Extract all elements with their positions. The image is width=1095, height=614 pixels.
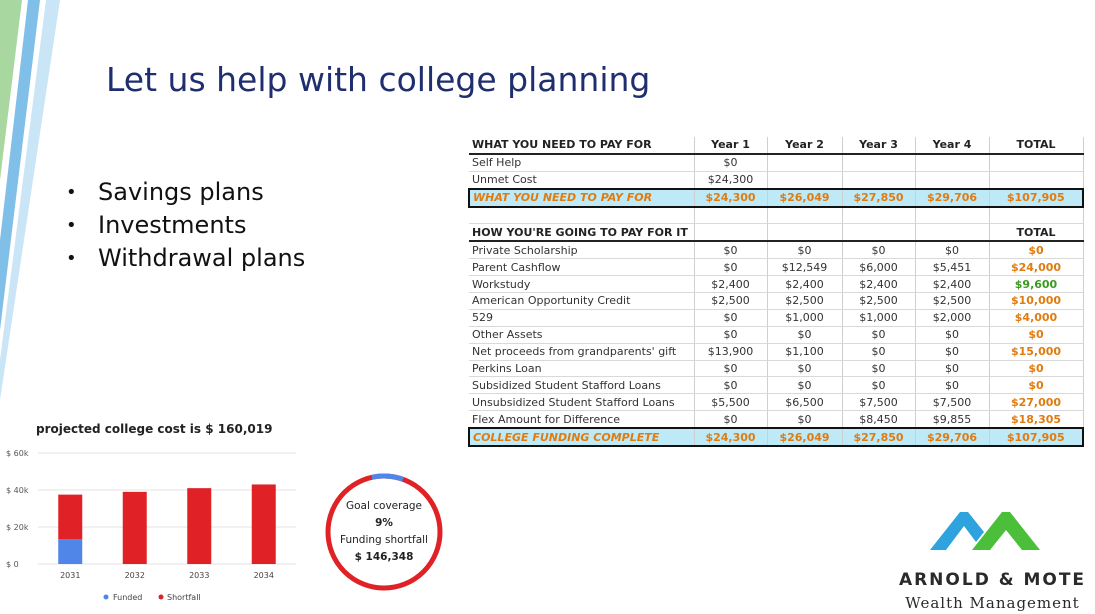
x-tick-label: 2033 (189, 571, 210, 580)
table-row (469, 394, 1083, 411)
bar-shortfall (187, 488, 211, 564)
y-tick-label: $ 20k (6, 523, 29, 532)
year-cell: $1,000 (842, 309, 915, 326)
total-cell: $27,000 (989, 394, 1083, 411)
spacer-cell (767, 207, 842, 224)
year-cell: $0 (915, 360, 989, 377)
arnold-mote-logo-icon (930, 508, 1050, 552)
year-cell: $0 (842, 343, 915, 360)
bullet-item (66, 176, 305, 209)
bullet-dot: • (66, 215, 77, 236)
brand-tagline: Wealth Management (905, 594, 1080, 612)
bar-shortfall (252, 484, 276, 564)
year-cell (915, 154, 989, 171)
table-row (469, 343, 1083, 360)
year-cell: $0 (767, 411, 842, 428)
total-cell: $18,305 (989, 411, 1083, 428)
total-cell: $15,000 (989, 343, 1083, 360)
bullet-text: Savings plans (98, 178, 264, 206)
table-row (469, 360, 1083, 377)
table-row (469, 171, 1083, 188)
spacer-cell (842, 207, 915, 224)
y-tick-label: $ 40k (6, 486, 29, 495)
year-cell: $6,000 (842, 259, 915, 276)
table-row (469, 276, 1083, 293)
year-cell: $6,500 (767, 394, 842, 411)
year-cell: $1,100 (767, 343, 842, 360)
legend-label-funded: Funded (113, 593, 143, 602)
year-cell: $24,300 (694, 171, 767, 188)
bullet-text: Investments (98, 211, 247, 239)
table-row (469, 154, 1083, 171)
row-label: HOW YOU'RE GOING TO PAY FOR IT (469, 224, 694, 241)
total-cell: $0 (989, 377, 1083, 394)
row-label: Subsidized Student Stafford Loans (469, 377, 694, 394)
year-cell: $2,500 (915, 293, 989, 310)
row-label: Other Assets (469, 326, 694, 343)
year-cell (767, 171, 842, 188)
brand-name: ARNOLD & MOTE (898, 570, 1087, 590)
year-cell: $2,400 (915, 276, 989, 293)
year-cell: $26,049 (767, 428, 842, 446)
college-funding-table (468, 137, 1084, 447)
total-cell: $9,600 (989, 276, 1083, 293)
total-cell: $107,905 (989, 428, 1083, 446)
year-cell: $29,706 (915, 428, 989, 446)
total-cell: $4,000 (989, 309, 1083, 326)
year-cell (915, 171, 989, 188)
year-cell: $2,400 (842, 276, 915, 293)
year-cell: $7,500 (915, 394, 989, 411)
year-cell: $0 (842, 377, 915, 394)
row-label: 529 (469, 309, 694, 326)
year-cell: $0 (842, 360, 915, 377)
spacer-cell (694, 207, 767, 224)
year-cell: $0 (915, 326, 989, 343)
total-cell: $0 (989, 360, 1083, 377)
year-cell: $0 (694, 241, 767, 258)
row-label: Unmet Cost (469, 171, 694, 188)
year-cell: $12,549 (767, 259, 842, 276)
year-cell: $0 (694, 377, 767, 394)
table-row (469, 241, 1083, 258)
spacer-cell (989, 207, 1083, 224)
legend-dot-shortfall (159, 595, 164, 600)
year-cell: $0 (915, 377, 989, 394)
table-header-row (469, 137, 1083, 154)
table-row (469, 309, 1083, 326)
year-cell: $2,400 (767, 276, 842, 293)
year-cell: Year 3 (842, 137, 915, 154)
year-cell (767, 224, 842, 241)
bullet-text: Withdrawal plans (98, 244, 306, 272)
bullet-item (66, 209, 305, 242)
bullet-list (66, 176, 305, 275)
row-label: COLLEGE FUNDING COMPLETE (469, 428, 694, 446)
table-spacer-row (469, 207, 1083, 224)
bullet-dot: • (66, 248, 77, 269)
year-cell: $0 (694, 309, 767, 326)
table-summary-row (469, 428, 1083, 446)
year-cell: $0 (694, 411, 767, 428)
row-label: WHAT YOU NEED TO PAY FOR (469, 137, 694, 154)
year-cell: $0 (694, 154, 767, 171)
total-cell: $24,000 (989, 259, 1083, 276)
legend-label-shortfall: Shortfall (167, 593, 201, 602)
year-cell (842, 224, 915, 241)
year-cell: $2,000 (915, 309, 989, 326)
year-cell: $5,451 (915, 259, 989, 276)
year-cell: $5,500 (694, 394, 767, 411)
year-cell: $13,900 (694, 343, 767, 360)
year-cell: Year 2 (767, 137, 842, 154)
total-cell: $107,905 (989, 189, 1083, 207)
bullet-item (66, 242, 305, 275)
table-row (469, 326, 1083, 343)
year-cell: $2,500 (694, 293, 767, 310)
year-cell (842, 171, 915, 188)
donut-line-percent: 9% (375, 517, 393, 529)
year-cell: $2,400 (694, 276, 767, 293)
x-tick-label: 2031 (60, 571, 81, 580)
row-label: Private Scholarship (469, 241, 694, 258)
year-cell: $0 (915, 343, 989, 360)
row-label: American Opportunity Credit (469, 293, 694, 310)
y-tick-label: $ 60k (6, 449, 29, 458)
year-cell: $0 (767, 241, 842, 258)
year-cell: $0 (694, 326, 767, 343)
total-cell: $0 (989, 326, 1083, 343)
year-cell: $9,855 (915, 411, 989, 428)
donut-line-shortfall: Funding shortfall (340, 534, 428, 546)
year-cell: Year 1 (694, 137, 767, 154)
total-cell (989, 154, 1083, 171)
year-cell: $0 (767, 360, 842, 377)
year-cell: $0 (842, 241, 915, 258)
spacer-cell (915, 207, 989, 224)
total-cell: TOTAL (989, 224, 1083, 241)
row-label: Perkins Loan (469, 360, 694, 377)
x-tick-label: 2032 (124, 571, 145, 580)
year-cell: $0 (915, 241, 989, 258)
slide-title: Let us help with college planning (106, 60, 651, 99)
year-cell (915, 224, 989, 241)
x-tick-label: 2034 (253, 571, 274, 580)
row-label: Unsubsidized Student Stafford Loans (469, 394, 694, 411)
year-cell: $2,500 (767, 293, 842, 310)
table-row (469, 377, 1083, 394)
total-cell: $10,000 (989, 293, 1083, 310)
bar-shortfall (58, 495, 82, 539)
donut-line-amount: $ 146,348 (354, 551, 414, 563)
total-cell: TOTAL (989, 137, 1083, 154)
year-cell: $29,706 (915, 189, 989, 207)
year-cell: $27,850 (842, 428, 915, 446)
table-summary-row (469, 189, 1083, 207)
year-cell: $0 (694, 360, 767, 377)
year-cell: $2,500 (842, 293, 915, 310)
total-cell (989, 171, 1083, 188)
year-cell: $1,000 (767, 309, 842, 326)
spacer-cell (469, 207, 694, 224)
row-label: Self Help (469, 154, 694, 171)
year-cell: $7,500 (842, 394, 915, 411)
table-row (469, 411, 1083, 428)
bar-funded (58, 539, 82, 564)
row-label: Workstudy (469, 276, 694, 293)
row-label: WHAT YOU NEED TO PAY FOR (469, 189, 694, 207)
row-label: Flex Amount for Difference (469, 411, 694, 428)
y-tick-label: $ 0 (6, 560, 19, 569)
year-cell: $24,300 (694, 428, 767, 446)
year-cell: $0 (842, 326, 915, 343)
legend-dot-funded (104, 595, 109, 600)
bullet-dot: • (66, 182, 77, 203)
year-cell: Year 4 (915, 137, 989, 154)
total-cell: $0 (989, 241, 1083, 258)
college-cost-bar-chart (0, 440, 300, 610)
year-cell (767, 154, 842, 171)
year-cell: $24,300 (694, 189, 767, 207)
bar-shortfall (123, 492, 147, 564)
table-row (469, 293, 1083, 310)
year-cell: $0 (767, 326, 842, 343)
year-cell: $26,049 (767, 189, 842, 207)
decorative-stripes (0, 0, 70, 400)
year-cell (842, 154, 915, 171)
year-cell: $27,850 (842, 189, 915, 207)
donut-line-goal: Goal coverage (346, 500, 422, 512)
year-cell: $8,450 (842, 411, 915, 428)
year-cell (694, 224, 767, 241)
chart-title: projected college cost is $ 160,019 (36, 422, 273, 436)
row-label: Parent Cashflow (469, 259, 694, 276)
donut-label (324, 472, 444, 592)
table-row (469, 259, 1083, 276)
table-header-row (469, 224, 1083, 241)
year-cell: $0 (694, 259, 767, 276)
row-label: Net proceeds from grandparents' gift (469, 343, 694, 360)
year-cell: $0 (767, 377, 842, 394)
